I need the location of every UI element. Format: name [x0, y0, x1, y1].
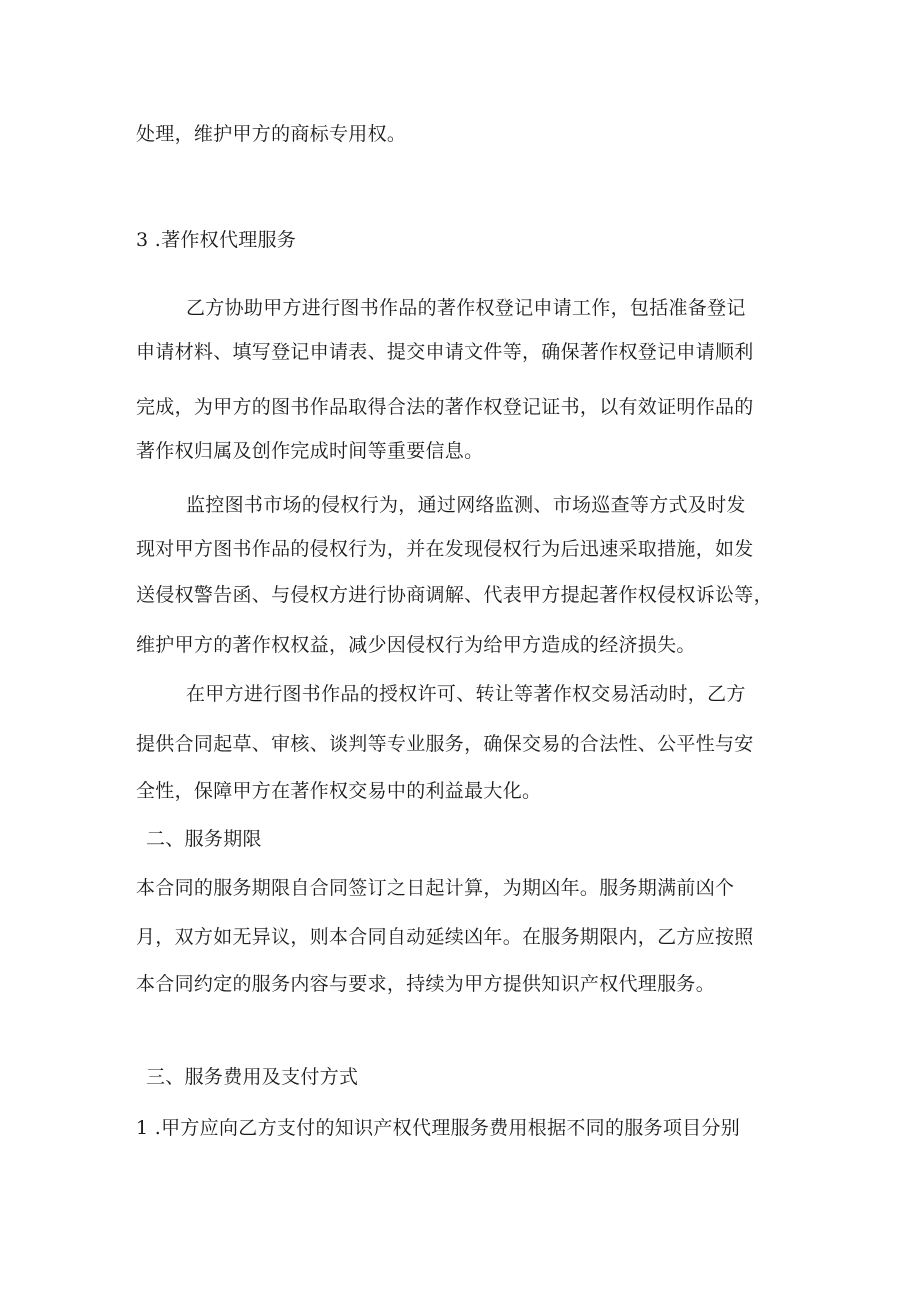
- paragraph-line: 1 .甲方应向乙方支付的知识产权代理服务费用根据不同的服务项目分别: [136, 1117, 741, 1139]
- section-heading: 三、服务费用及支付方式: [146, 1066, 359, 1088]
- paragraph-line: 本合同的服务期限自合同签订之日起计算，为期凶年。服务期满前凶个: [136, 877, 735, 899]
- paragraph-line: 月，双方如无异议，则本合同自动延续凶年。在服务期限内，乙方应按照: [136, 926, 754, 948]
- paragraph-line: 提供合同起草、审核、谈判等专业服务，确保交易的合法性、公平性与安: [136, 733, 754, 755]
- paragraph-line: 本合同约定的服务内容与要求，持续为甲方提供知识产权代理服务。: [136, 973, 716, 995]
- paragraph-line: 送侵权警告函、与侵权方进行协商调解、代表甲方提起著作权侵权诉讼等，: [136, 584, 773, 606]
- paragraph-line: 维护甲方的著作权权益，减少因侵权行为给甲方造成的经济损失。: [136, 634, 696, 656]
- paragraph-line: 在甲方进行图书作品的授权许可、转让等著作权交易活动时，乙方: [186, 683, 746, 705]
- section-heading: 3 .著作权代理服务: [136, 229, 297, 251]
- paragraph-line: 现对甲方图书作品的侵权行为，并在发现侵权行为后迅速采取措施，如发: [136, 538, 754, 560]
- paragraph-line: 全性，保障甲方在著作权交易中的利益最大化。: [136, 780, 542, 802]
- section-heading: 二、服务期限: [146, 828, 262, 850]
- paragraph-line: 著作权归属及创作完成时间等重要信息。: [136, 440, 484, 462]
- paragraph-line: 监控图书市场的侵权行为，通过网络监测、市场巡查等方式及时发: [186, 494, 746, 516]
- paragraph-line: 完成，为甲方的图书作品取得合法的著作权登记证书，以有效证明作品的: [136, 396, 754, 418]
- paragraph-line: 乙方协助甲方进行图书作品的著作权登记申请工作，包括准备登记: [186, 297, 746, 319]
- paragraph-line: 申请材料、填写登记申请表、提交申请文件等，确保著作权登记申请顺利: [136, 341, 754, 363]
- paragraph-line: 处理，维护甲方的商标专用权。: [136, 123, 407, 145]
